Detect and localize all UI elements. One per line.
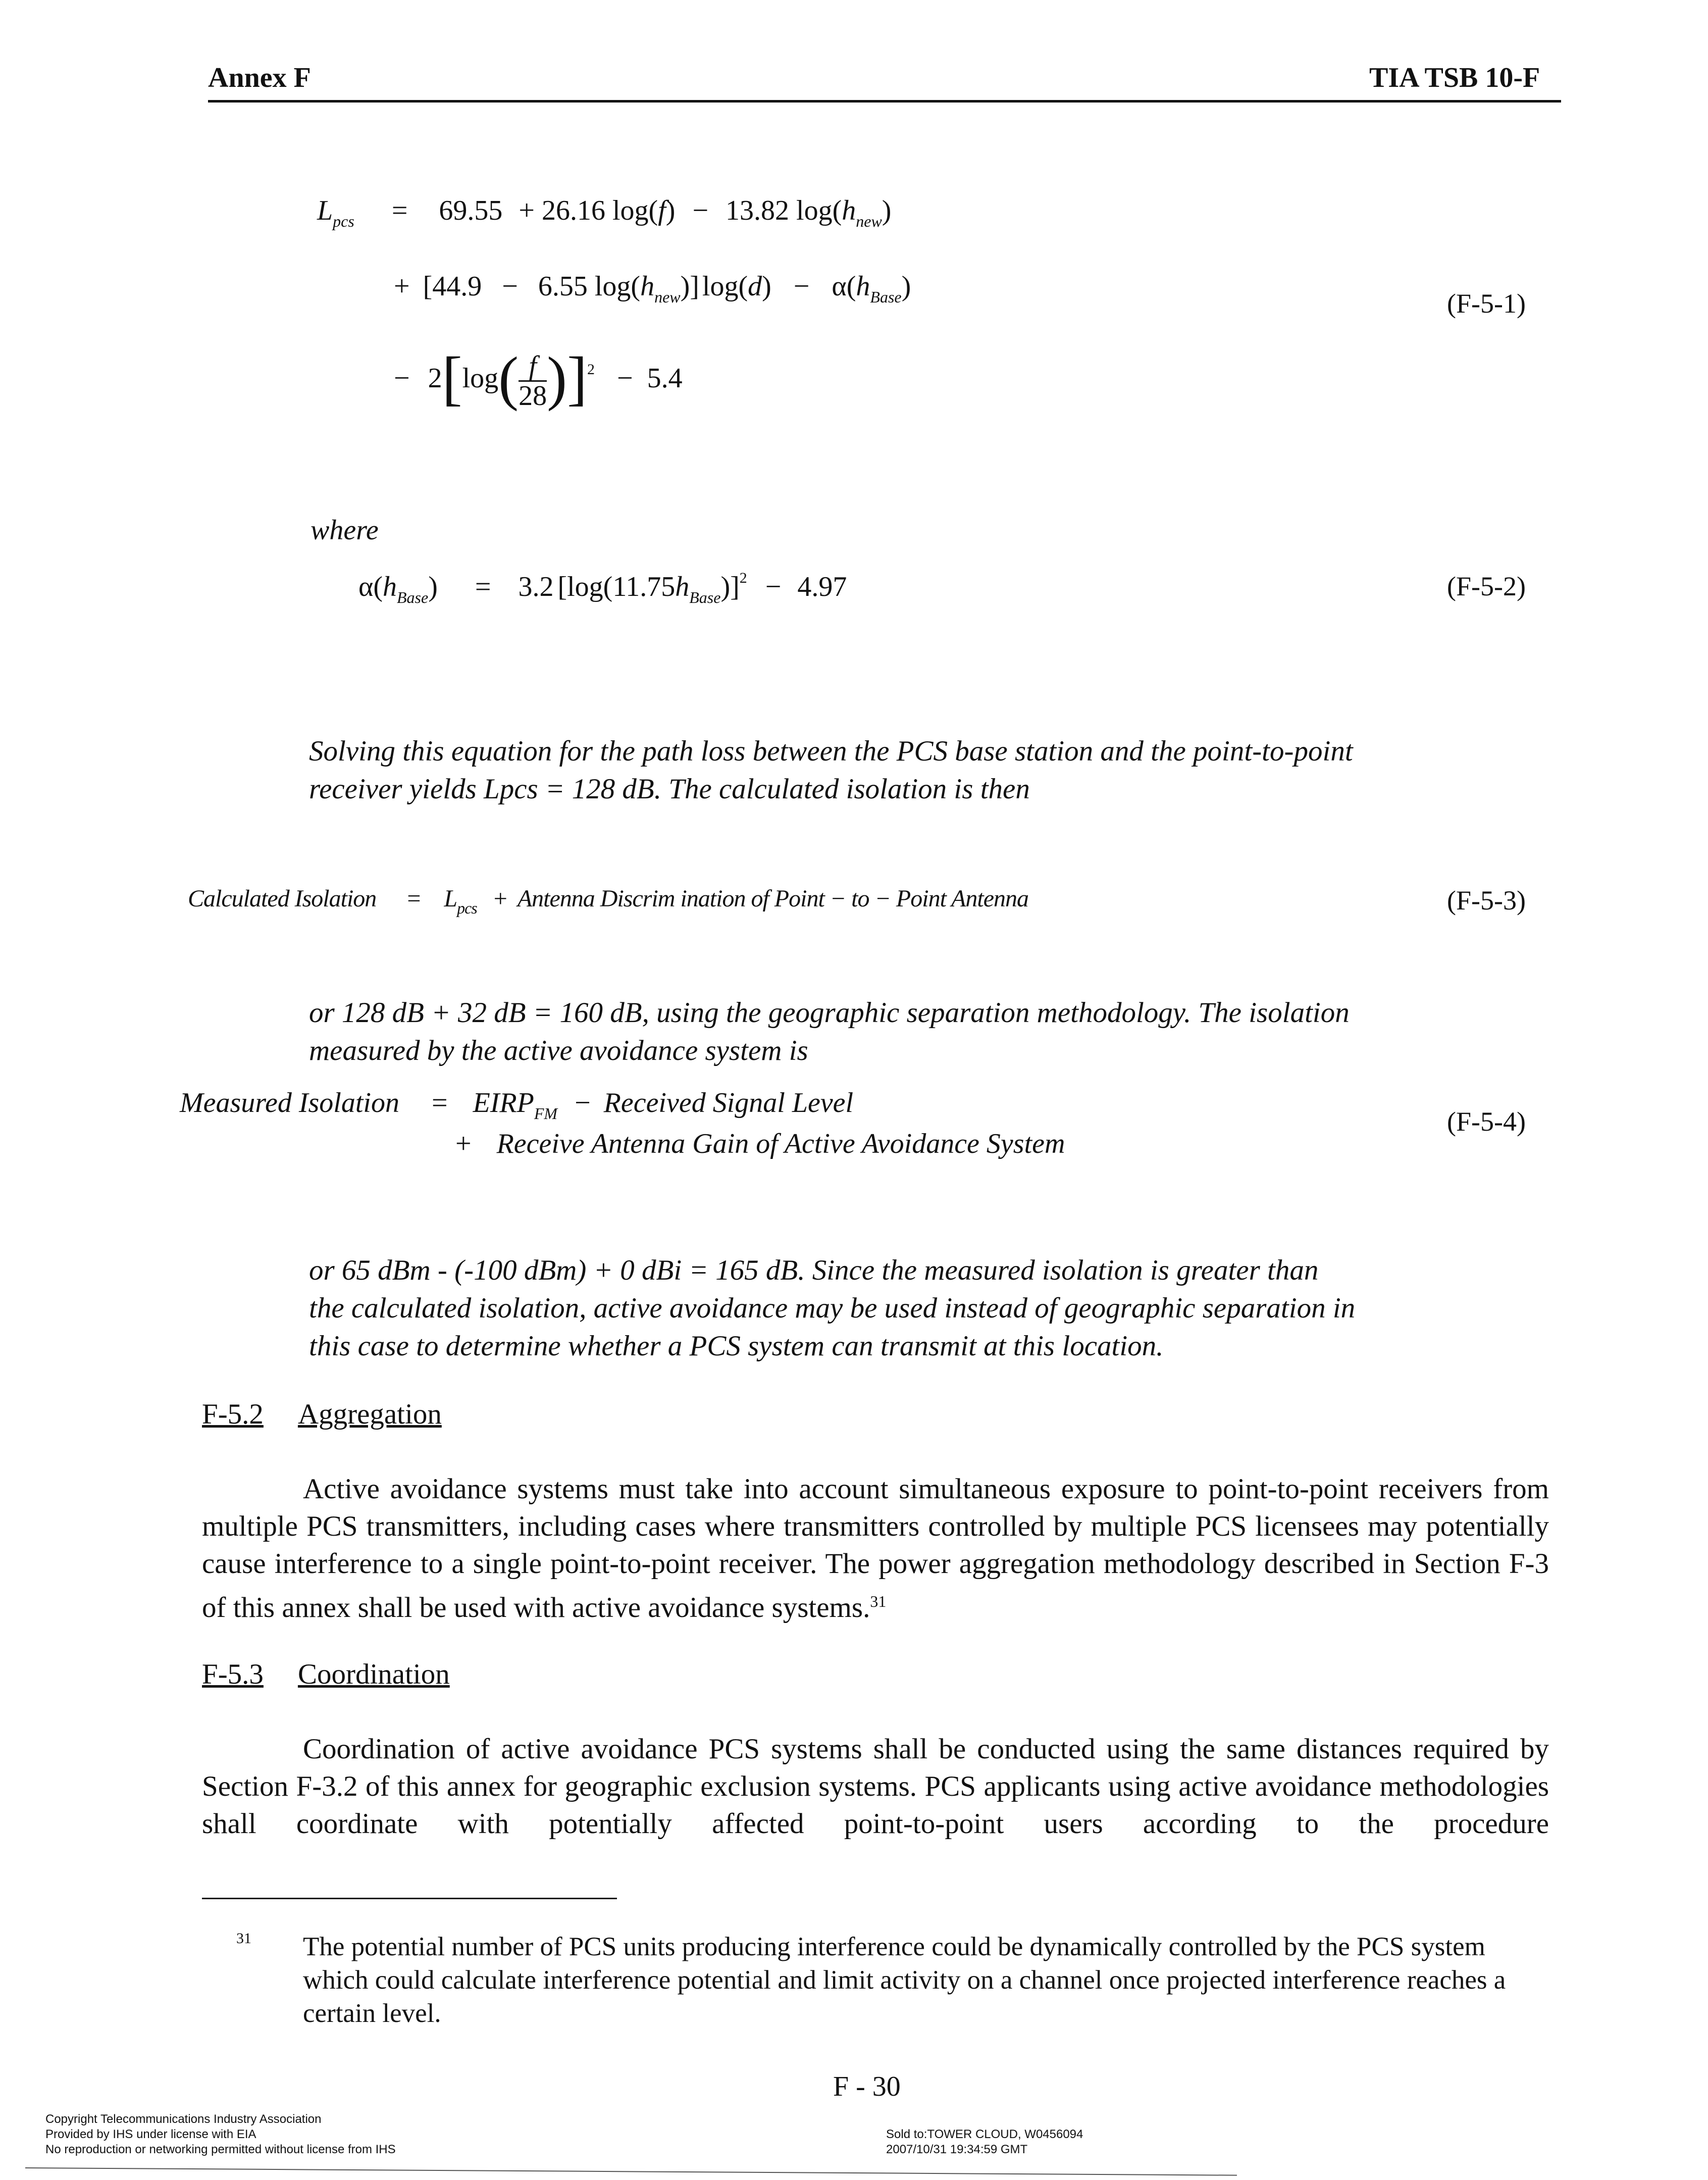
section-f-5-3-body: Coordination of active avoidance PCS systems shall be conducted using the same distances required by Section F-3.2 of this annex for geographic exclusion systems. PCS applicants using active avoidance methodologies shall coordinate with potentially affected point-to-point users according to the procedure [202, 1733, 1549, 1840]
header-left: Annex F [208, 62, 311, 93]
section-heading-f-5-2: F-5.2 Aggregation [202, 1398, 442, 1430]
footnote-number: 31 [236, 1930, 251, 1947]
equation-f-5-3: Calculated Isolation = $L_{pcs}$ + Antenna Discrim ination of Point − to − Point Antenna [188, 885, 1028, 917]
where-label: where [310, 515, 379, 546]
equation-number-f-5-4: (F-5-4) [1447, 1106, 1526, 1137]
lpcs-symbol: L [317, 195, 333, 226]
header-rule [208, 100, 1561, 103]
footer-copyright: Copyright Telecommunications Industry Association Provided by IHS under license with EIA No reproduction or networking permitted without license from IHS [45, 2112, 396, 2156]
scan-artifact-line [25, 2167, 1237, 2176]
footnote-separator [202, 1898, 617, 1899]
measured-isolation-paragraph: or 65 dBm - (-100 dBm) + 0 dBi = 165 dB. Since the measured isolation is greater than the calculated isolation, active avoidance may be used instead of geographic separation in this case to determine whether a PCS system can transmit at this location. [309, 1254, 1356, 1362]
header-right: TIA TSB 10-F [1369, 62, 1540, 93]
equation-f-5-1-line-1: $L_{pcs} = 69.55 + 26.16$ log(f) − 13.82 $\log(h_{new})$ [317, 195, 892, 230]
equation-f-5-2: $\alpha(h_{Base}) = 3.2$ $[\log(11.75h_{Base})]^2 - 4.97$ [358, 570, 847, 606]
equation-f-5-1-line-3: − 2[log( $\frac{f}{28}$ )]$^2$ − 5.4 [394, 344, 683, 412]
section-heading-f-5-3: F-5.3 Coordination [202, 1658, 450, 1690]
equation-f-5-4-line-2: + Receive Antenna Gain of Active Avoidance System [455, 1128, 1065, 1159]
section-f-5-2-body: Active avoidance systems must take into account simultaneous exposure to point-to-point receivers from multiple PCS transmitters, including cases where transmitters controlled by multiple PCS licensees may potentially cause interference to a single point-to-point receiver. The power aggregation methodology described in Section F-3 of this annex shall be used with active avoidance systems.$^{31}$ [202, 1473, 1549, 1624]
equation-f-5-4-line-1: Measured Isolation = $EIRP_{FM}$ − Received Signal Level [180, 1087, 854, 1123]
footnote-text: The potential number of PCS units producing interference could be dynamically controlled by the PCS system which could calculate interference potential and limit activity on a channel once projected interference reaches a certain level. [303, 1932, 1506, 2028]
equation-number-f-5-2: (F-5-2) [1447, 571, 1526, 601]
footnote-ref-31[interactable]: 31 [870, 1592, 887, 1610]
footer-sold-to: Sold to:TOWER CLOUD, W0456094 2007/10/31 19:34:59 GMT [886, 2127, 1083, 2156]
page-number: F - 30 [833, 2071, 901, 2102]
fraction-f-over-28: $\frac{f}{28}$ [519, 350, 547, 412]
geographic-isolation-paragraph: or 128 dB + 32 dB = 160 dB, using the geographic separation methodology. The isolation measured by the active avoidance system is [309, 997, 1350, 1067]
equation-f-5-1-line-2: + [44.9 − 6.55 $\log(h_{new})$] $\log(d) - \alpha(h_{Base})$ [394, 271, 911, 306]
solving-paragraph: Solving this equation for the path loss between the PCS base station and the point-to-point receiver yields Lpcs = 128 dB. The calculated isolation is then [309, 735, 1353, 805]
equation-number-f-5-3: (F-5-3) [1447, 885, 1526, 916]
equation-number-f-5-1: (F-5-1) [1447, 288, 1526, 319]
